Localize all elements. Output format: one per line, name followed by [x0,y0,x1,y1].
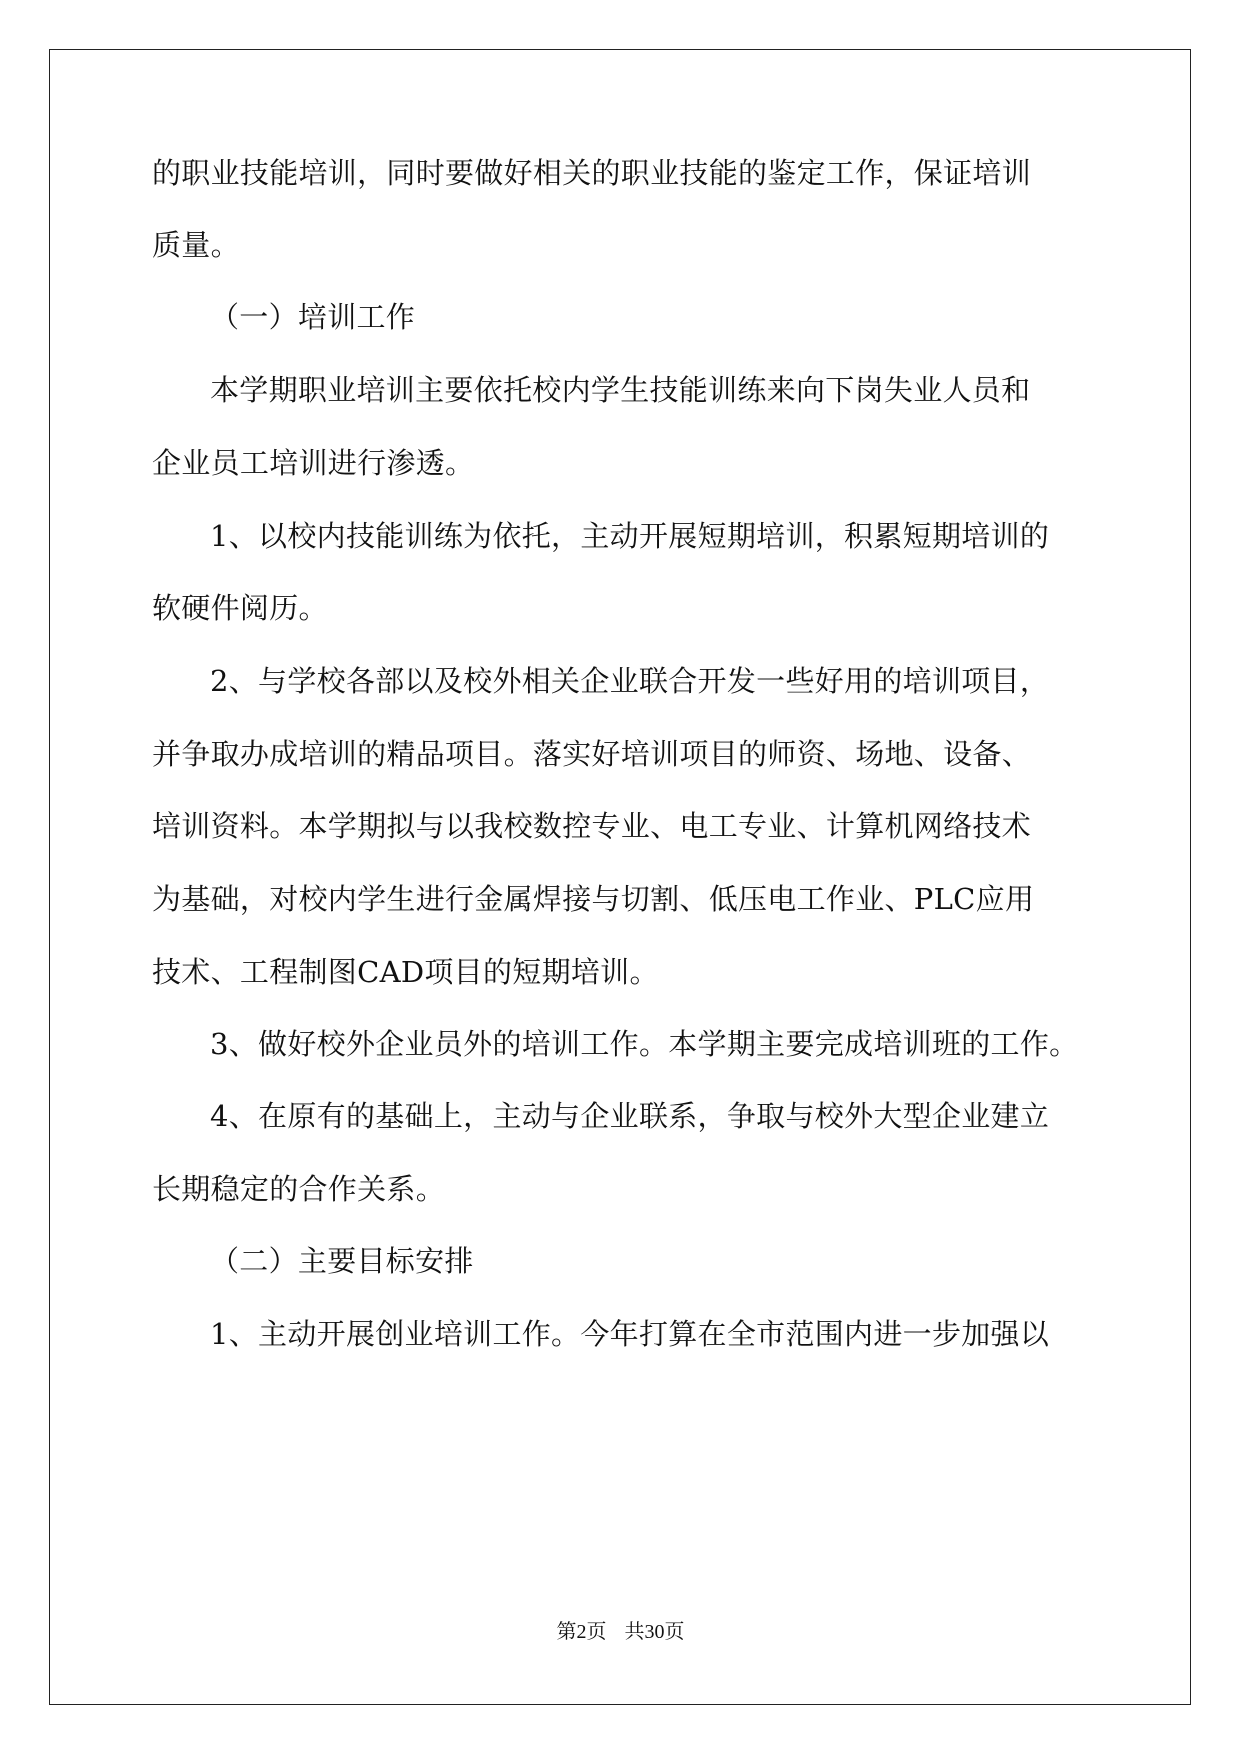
page-footer [0,1620,1241,1644]
body-line-2: 质量。 [152,228,240,262]
list-item-3: 3、做好校外企业员外的培训工作。本学期主要完成培训班的工作。 [210,1027,1079,1061]
body-line-12: 技术、工程制图CAD项目的短期培训。 [152,955,659,989]
body-line-5: 企业员工培训进行渗透。 [152,446,475,480]
list-item-4: 4、在原有的基础上，主动与企业联系，争取与校外大型企业建立 [210,1099,1050,1133]
list-item-1: 1、以校内技能训练为依托，主动开展短期培训，积累短期培训的 [210,519,1050,553]
body-line-15: 长期稳定的合作关系。 [152,1172,446,1206]
section-heading-goals: （二）主要目标安排 [210,1244,474,1278]
section-heading-training: （一）培训工作 [210,300,416,334]
goals-item-1: 1、主动开展创业培训工作。今年打算在全市范围内进一步加强以 [210,1317,1050,1351]
body-line-1: 的职业技能培训，同时要做好相关的职业技能的鉴定工作，保证培训 [152,156,1032,190]
list-item-2: 2、与学校各部以及校外相关企业联合开发一些好用的培训项目， [210,664,1050,698]
body-line-11: 为基础，对校内学生进行金属焊接与切割、低压电工作业、PLC应用 [152,882,1035,916]
page-total: 共30页 [624,1621,685,1643]
body-line-9: 并争取办成培训的精品项目。落实好培训项目的师资、场地、设备、 [152,737,1032,771]
body-line-7: 软硬件阅历。 [152,591,328,625]
page-number: 第2页 [556,1621,607,1643]
body-line-10: 培训资料。本学期拟与以我校数控专业、电工专业、计算机网络技术 [152,809,1032,843]
body-line-4: 本学期职业培训主要依托校内学生技能训练来向下岗失业人员和 [210,373,1031,407]
